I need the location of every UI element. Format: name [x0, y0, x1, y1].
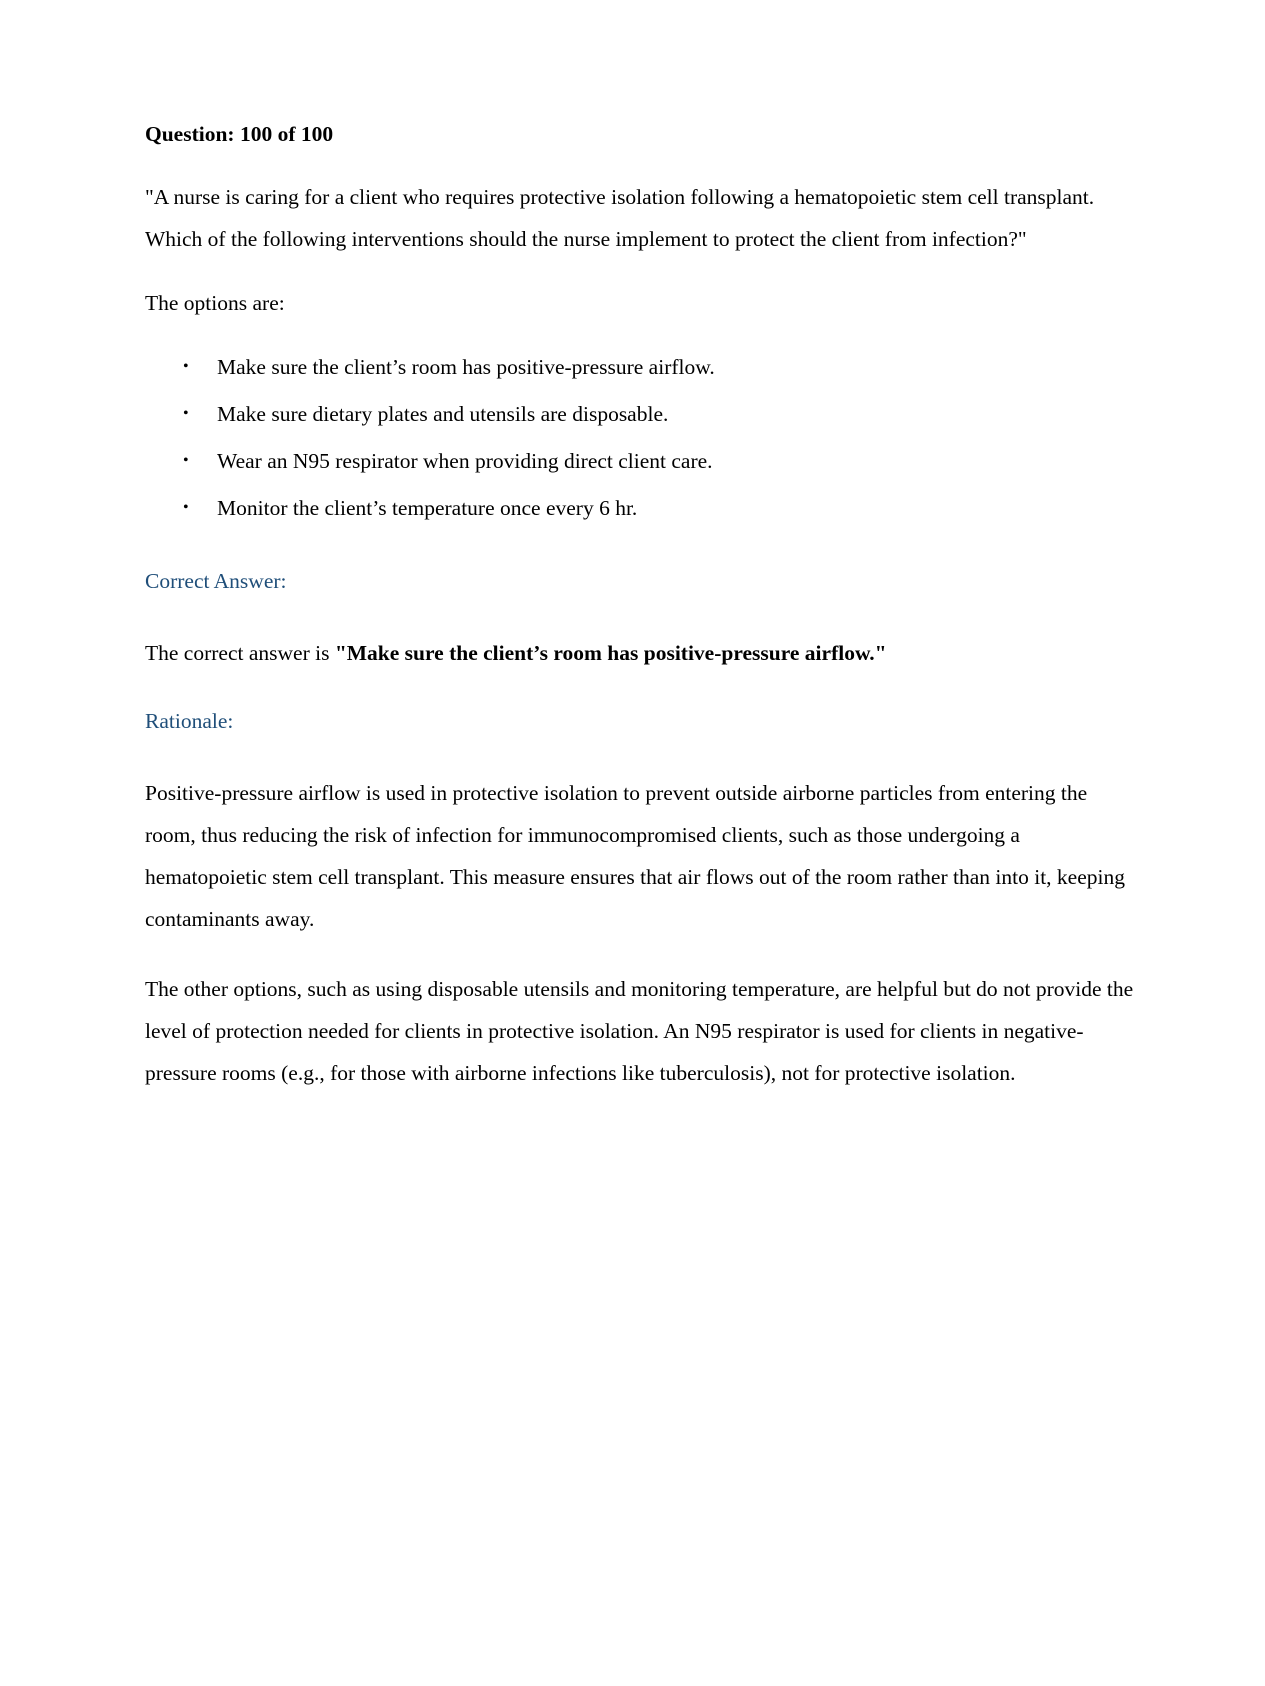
option-text: Make sure the client’s room has positive-pressure airflow. — [217, 355, 715, 379]
bullet-icon: • — [183, 405, 189, 422]
bullet-icon: • — [183, 499, 189, 516]
options-intro: The options are: — [145, 291, 285, 315]
correct-answer-heading: Correct Answer: — [145, 569, 287, 593]
option-item — [145, 487, 1135, 534]
question-text: "A nurse is caring for a client who requires protective isolation following a hematopoietic stem cell transplant. Which of the following interventions should the nurse implement to protect the client from infection?" — [145, 185, 1095, 251]
options-list — [145, 346, 1135, 534]
option-text: Monitor the client’s temperature once every 6 hr. — [217, 496, 638, 520]
correct-answer-line — [145, 632, 1135, 674]
option-item — [145, 346, 1135, 393]
rationale-paragraph: Positive-pressure airflow is used in protective isolation to prevent outside airborne particles from entering the room, thus reducing the risk of infection for immunocompromised clients, such as those undergoing a hematopoietic stem cell transplant. This measure ensures that air flows out of the room rather than into it, keeping contaminants away. — [145, 781, 1125, 931]
rationale-paragraph: The other options, such as using disposable utensils and monitoring temperature, are helpful but do not provide the level of protection needed for clients in protective isolation. An N95 respirator is used for clients in negative-pressure rooms (e.g., for those with airborne infections like tuberculosis), not for protective isolation. — [145, 977, 1134, 1085]
document-content — [145, 118, 1135, 1122]
option-item — [145, 440, 1135, 487]
option-item — [145, 393, 1135, 440]
correct-answer-value: "Make sure the client’s room has positive-pressure airflow." — [334, 641, 887, 665]
option-text: Make sure dietary plates and utensils are disposable. — [217, 402, 669, 426]
rationale-heading: Rationale: — [145, 709, 234, 733]
bullet-icon: • — [183, 358, 189, 375]
correct-answer-prefix: The correct answer is — [145, 641, 335, 665]
option-text: Wear an N95 respirator when providing direct client care. — [217, 449, 713, 473]
bullet-icon: • — [183, 452, 189, 469]
question-number-heading: Question: 100 of 100 — [145, 122, 334, 146]
